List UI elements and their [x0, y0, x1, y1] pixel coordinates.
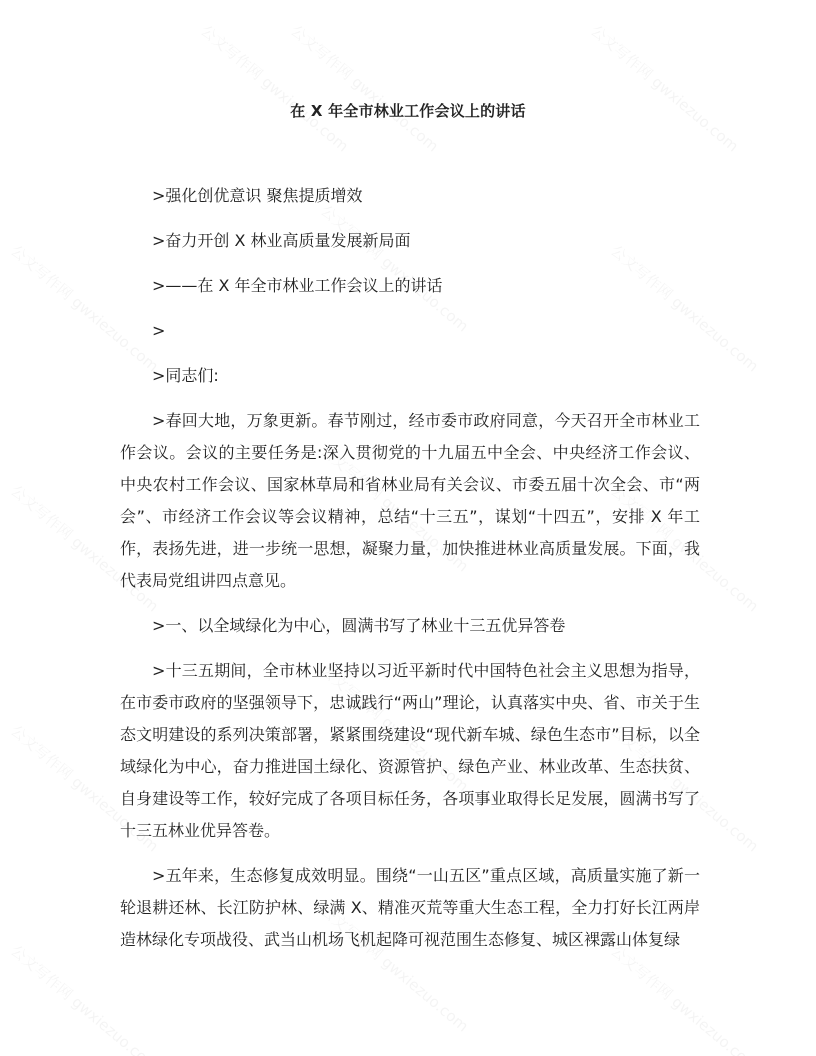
paragraph: >——在 X 年全市林业工作会议上的讲话 [152, 276, 443, 295]
paragraph: > [152, 321, 166, 340]
paragraph: >十三五期间，全市林业坚持以习近平新时代中国特色社会主义思想为指导，在市委市政府的坚强领导下，忠诚践行“两山”理论，认真落实中央、省、市关于生态文明建设的系列决策部署，紧紧围绕建设“现代新车城、绿色生态市”目标，以全域绿化为中心，奋力推进国土绿化、资源管护、绿色产业、林业改革、生态扶贫、自身建设等工作，较好完成了各项目标任务，各项事业取得长足发展，圆满书写了十三五林业优异答卷。 [120, 661, 700, 840]
paragraph: >同志们: [152, 366, 219, 385]
watermark [197, 20, 354, 156]
paragraph: >强化创优意识 聚焦提质增效 [152, 186, 363, 205]
watermark [287, 20, 444, 156]
paragraph: >一、以全域绿化为中心，圆满书写了林业十三五优异答卷 [152, 616, 566, 635]
document-body [120, 180, 700, 969]
document-title: 在 X 年全市林业工作会议上的讲话 [290, 102, 526, 120]
watermark [587, 20, 744, 156]
paragraph: >五年来，生态修复成效明显。围绕“一山五区”重点区域，高质量实施了新一轮退耕还林、长江防护林、绿满 X、精准灭荒等重大生态工程，全力打好长江两岸造林绿化专项战役、武当山机场飞机起降可视范围生态修复、城区裸露山体复绿 [120, 866, 700, 949]
paragraph: >奋力开创 X 林业高质量发展新局面 [152, 231, 411, 250]
paragraph: >春回大地，万象更新。春节刚过，经市委市政府同意，今天召开全市林业工作会议。会议的主要任务是:深入贯彻党的十九届五中全会、中央经济工作会议、中央农村工作会议、国家林草局和省林业局有关会议、市委五届十次全会、市“两会”、市经济工作会议等会议精神，总结“十三五”，谋划“十四五”，安排 X 年工作，表扬先进，进一步统一思想，凝聚力量，加快推进林业高质量发展。下面，我代表局党组讲四点意见。 [120, 411, 700, 590]
